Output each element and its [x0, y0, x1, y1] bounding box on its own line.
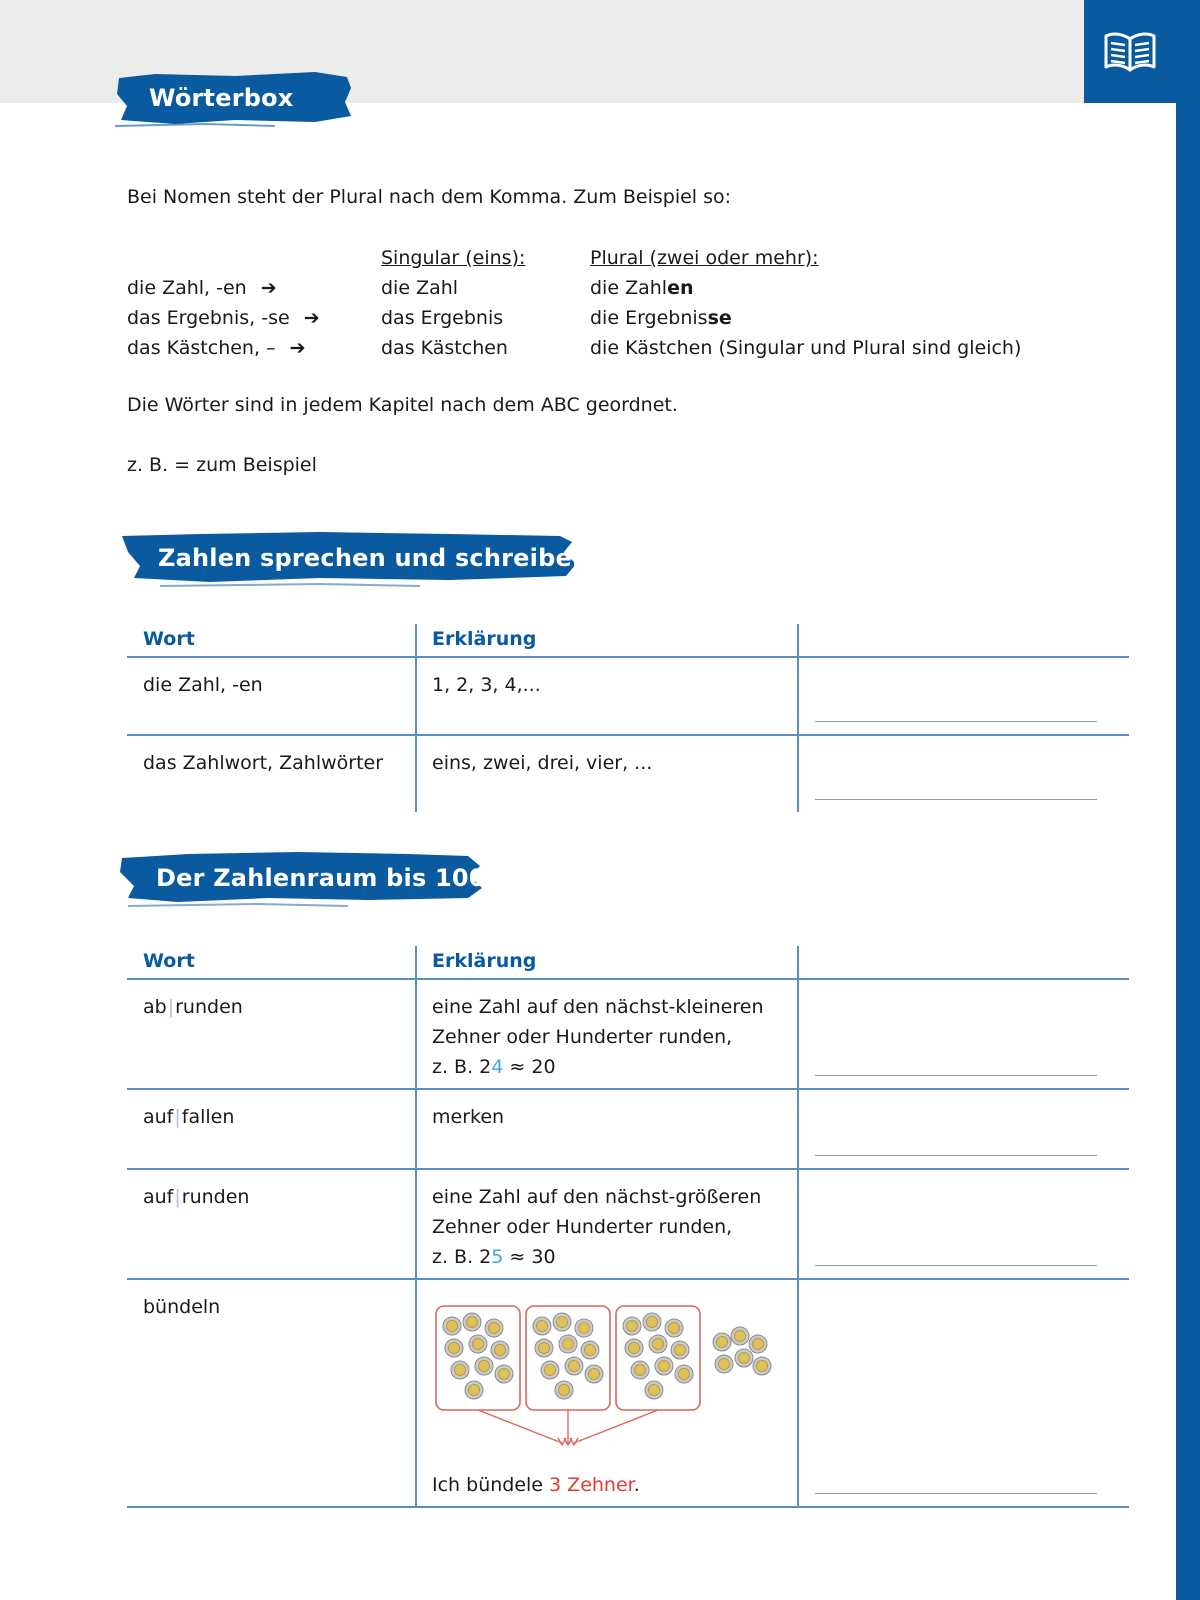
- writing-line[interactable]: [815, 1493, 1097, 1494]
- explanation-line: eine Zahl auf den nächst-größeren: [432, 1186, 762, 1208]
- plural-ending: en: [667, 277, 694, 299]
- coin-icon: [463, 1313, 481, 1331]
- column-divider: [797, 1090, 799, 1168]
- writing-line[interactable]: [815, 1155, 1097, 1156]
- writing-line[interactable]: [815, 721, 1097, 722]
- word-stem: runden: [175, 996, 243, 1018]
- vocab-table-1: [127, 622, 1129, 812]
- singular-form: die Zahl: [381, 277, 459, 299]
- rounding-example: [432, 1242, 792, 1272]
- column-divider: [797, 1280, 799, 1506]
- table-header: [127, 944, 1129, 978]
- table-header: [127, 622, 1129, 656]
- separable-prefix-marker: |: [174, 1106, 181, 1128]
- singular-form: das Kästchen: [381, 337, 508, 359]
- coin-icon: [485, 1319, 503, 1337]
- word-cell: [143, 1182, 249, 1212]
- coin-bundles-svg: [432, 1302, 782, 1452]
- caption-end: .: [633, 1474, 640, 1496]
- plural-stem: die Ergebnis: [590, 307, 708, 329]
- loose-coin-icon: [735, 1349, 753, 1367]
- loose-coin-icon: [713, 1333, 731, 1351]
- coin-icon: [553, 1313, 571, 1331]
- coin-icon: [649, 1335, 667, 1353]
- coin-icon: [451, 1361, 469, 1379]
- arrow-icon: ➔: [303, 307, 320, 329]
- coin-icon: [665, 1319, 683, 1337]
- bundle-arrow: [478, 1410, 562, 1443]
- coin-icon: [623, 1317, 641, 1335]
- coin-icon: [555, 1381, 573, 1399]
- coin-icon: [535, 1339, 553, 1357]
- plural-heading: Plural (zwei oder mehr):: [590, 247, 819, 269]
- arrow-icon: ➔: [260, 277, 277, 299]
- loose-coin-icon: [715, 1355, 733, 1373]
- singular-form: das Ergebnis: [381, 307, 504, 329]
- column-divider: [415, 658, 417, 734]
- plural-ending: se: [707, 307, 732, 329]
- plural-stem: die Zahl: [590, 277, 668, 299]
- column-header-word: Wort: [143, 950, 195, 972]
- coin-icon: [581, 1341, 599, 1359]
- explanation-cell: [432, 1182, 792, 1272]
- word-prefix: ab: [143, 996, 167, 1018]
- loose-coin-icon: [753, 1357, 771, 1375]
- bundling-illustration: [432, 1302, 782, 1452]
- dictionary-entry: das Kästchen, –: [127, 337, 276, 359]
- plural-note: (Singular und Plural sind gleich): [712, 337, 1022, 359]
- coin-icon: [495, 1365, 513, 1383]
- coin-icon: [443, 1317, 461, 1335]
- section2-title: Der Zahlenraum bis 100: [156, 864, 486, 892]
- coin-icon: [559, 1335, 577, 1353]
- word-cell: [143, 1102, 234, 1132]
- coin-icon: [655, 1357, 673, 1375]
- intro-text: Bei Nomen steht der Plural nach dem Komma. Zum Beispiel so:: [127, 186, 732, 208]
- explanation-line: eine Zahl auf den nächst-kleineren: [432, 996, 764, 1018]
- rounded-digit: 4: [491, 1056, 504, 1078]
- column-divider: [415, 980, 417, 1088]
- coin-icon: [585, 1365, 603, 1383]
- coin-icon: [625, 1339, 643, 1357]
- caption-highlight: 3 Zehner: [549, 1474, 634, 1496]
- column-divider: [797, 624, 799, 656]
- section1-title: Zahlen sprechen und schreiben: [158, 544, 590, 572]
- example-prefix: z. B. 2: [432, 1246, 492, 1268]
- arrow-head-icon: [570, 1438, 578, 1445]
- vocab-table-2: [127, 944, 1129, 1508]
- coin-icon: [465, 1381, 483, 1399]
- separable-prefix-marker: |: [174, 1186, 181, 1208]
- column-divider: [415, 946, 417, 978]
- writing-line[interactable]: [815, 1075, 1097, 1076]
- explanation-line: Zehner oder Hunderter runden,: [432, 1216, 733, 1238]
- column-divider: [415, 736, 417, 812]
- singular-heading: Singular (eins):: [381, 247, 526, 269]
- word-cell: bündeln: [143, 1296, 221, 1318]
- woerterbox-title: Wörterbox: [149, 84, 294, 112]
- dictionary-entry: die Zahl, -en: [127, 277, 247, 299]
- column-header-explanation: Erklärung: [432, 950, 537, 972]
- table-row: [127, 978, 1129, 1088]
- coin-icon: [541, 1361, 559, 1379]
- word-cell: das Zahlwort, Zahlwörter: [143, 752, 384, 774]
- arrow-icon: ➔: [289, 337, 306, 359]
- writing-line[interactable]: [815, 799, 1097, 800]
- rounding-example: [432, 1052, 792, 1082]
- explanation-line: Zehner oder Hunderter runden,: [432, 1026, 733, 1048]
- coin-icon: [675, 1365, 693, 1383]
- word-stem: runden: [181, 1186, 250, 1208]
- column-divider: [415, 1170, 417, 1278]
- coin-icon: [445, 1339, 463, 1357]
- caption-text: Ich bündele: [432, 1474, 550, 1496]
- dictionary-entry: das Ergebnis, -se: [127, 307, 290, 329]
- explanation-cell: eins, zwei, drei, vier, ...: [432, 752, 653, 774]
- book-tab: [1084, 0, 1176, 103]
- column-divider: [415, 624, 417, 656]
- column-divider: [797, 736, 799, 812]
- abbreviation-note: z. B. = zum Beispiel: [127, 454, 317, 476]
- coin-icon: [469, 1335, 487, 1353]
- column-header-explanation: Erklärung: [432, 628, 537, 650]
- coin-icon: [645, 1381, 663, 1399]
- example-prefix: z. B. 2: [432, 1056, 492, 1078]
- loose-coin-icon: [749, 1335, 767, 1353]
- table-row: [127, 1168, 1129, 1278]
- open-book-icon: [1102, 29, 1158, 75]
- column-divider: [797, 980, 799, 1088]
- word-stem: fallen: [181, 1106, 235, 1128]
- coin-icon: [475, 1357, 493, 1375]
- section-heading-zahlen: [120, 528, 590, 590]
- coin-icon: [565, 1357, 583, 1375]
- column-divider: [797, 946, 799, 978]
- abc-note: Die Wörter sind in jedem Kapitel nach dem ABC geordnet.: [127, 394, 678, 416]
- bundling-caption: [432, 1470, 792, 1500]
- coin-icon: [631, 1361, 649, 1379]
- word-prefix: auf: [143, 1186, 174, 1208]
- plural-stem: die Kästchen: [590, 337, 713, 359]
- writing-line[interactable]: [815, 1265, 1097, 1266]
- coin-icon: [643, 1313, 661, 1331]
- column-divider: [415, 1090, 417, 1168]
- section-heading-zahlenraum: [118, 848, 484, 910]
- table-row: [127, 656, 1129, 734]
- explanation-cell: merken: [432, 1106, 505, 1128]
- word-cell: [143, 992, 243, 1022]
- example-result: ≈ 30: [503, 1246, 556, 1268]
- coin-icon: [491, 1341, 509, 1359]
- word-prefix: auf: [143, 1106, 174, 1128]
- table-row: [127, 1088, 1129, 1168]
- example-result: ≈ 20: [503, 1056, 556, 1078]
- column-divider: [797, 658, 799, 734]
- column-divider: [797, 1170, 799, 1278]
- woerterbox-heading: [115, 68, 355, 130]
- explanation-cell: 1, 2, 3, 4,...: [432, 674, 541, 696]
- coin-icon: [575, 1319, 593, 1337]
- coin-icon: [671, 1341, 689, 1359]
- side-stripe: [1176, 0, 1200, 1600]
- table-row: [127, 734, 1129, 812]
- rounded-digit: 5: [491, 1246, 504, 1268]
- column-header-word: Wort: [143, 628, 195, 650]
- table-row: [127, 1278, 1129, 1508]
- loose-coin-icon: [731, 1327, 749, 1345]
- explanation-cell: [432, 992, 792, 1082]
- bundle-arrow: [574, 1410, 658, 1443]
- separable-prefix-marker: |: [167, 996, 175, 1018]
- coin-icon: [533, 1317, 551, 1335]
- word-cell: die Zahl, -en: [143, 674, 263, 696]
- column-divider: [415, 1280, 417, 1506]
